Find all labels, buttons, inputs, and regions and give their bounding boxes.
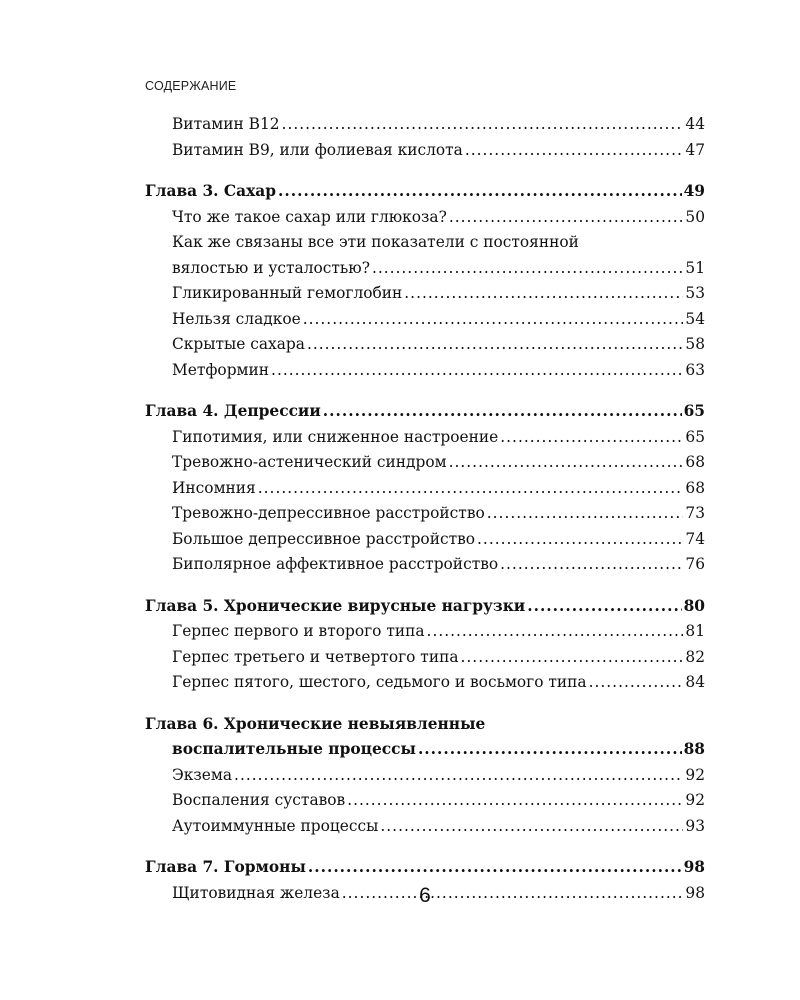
entry-title: Щитовидная железа	[172, 883, 340, 902]
entry-title: Герпес пятого, шестого, седьмого и восьмого типа	[172, 673, 587, 691]
dot-leader	[303, 307, 684, 333]
toc-chapter-entry[interactable]	[145, 594, 705, 620]
entry-page-number: 49	[683, 182, 705, 200]
entry-line	[145, 425, 705, 451]
entry-title: Тревожно-депрессивное расстройство	[172, 504, 485, 522]
entry-title: Скрытые сахара	[172, 335, 305, 353]
table-of-contents	[145, 112, 705, 906]
toc-entry[interactable]	[145, 619, 705, 645]
dot-leader	[461, 645, 684, 671]
entry-title: Биполярное аффективное расстройство	[172, 555, 499, 573]
running-header: СОДЕРЖАНИЕ	[145, 79, 237, 93]
chapter-line	[145, 855, 705, 881]
chapter-title: Глава 4. Депрессии	[145, 402, 321, 420]
dot-leader	[427, 619, 684, 645]
dot-leader	[449, 205, 684, 231]
entry-page-number: 63	[685, 360, 705, 379]
entry-page-number: 92	[685, 791, 705, 809]
dot-leader	[347, 788, 683, 814]
toc-entry[interactable]	[145, 112, 705, 138]
dot-leader	[527, 594, 681, 620]
dot-leader	[404, 281, 683, 307]
entry-page-number: 84	[685, 673, 705, 691]
entry-title: Гипотимия, или сниженное настроение	[172, 427, 499, 446]
dot-leader	[487, 501, 684, 527]
toc-entry[interactable]	[145, 358, 705, 384]
entry-title: Герпес первого и второго типа	[172, 622, 425, 640]
entry-line	[145, 112, 705, 138]
chapter-title: воспалительные процессы	[172, 740, 416, 758]
entry-page-number: 58	[685, 335, 705, 353]
entry-line	[145, 205, 705, 231]
chapter-title: Глава 3. Сахар	[145, 182, 277, 200]
entry-page-number: 80	[683, 596, 705, 615]
entry-title: Как же связаны все эти показатели с постоянной	[172, 233, 579, 251]
toc-entry[interactable]	[145, 788, 705, 814]
entry-title: Метформин	[172, 360, 270, 379]
toc-entry[interactable]	[145, 307, 705, 333]
entry-line	[145, 256, 705, 282]
dot-leader	[234, 763, 683, 789]
chapter-line	[145, 737, 705, 763]
toc-entry[interactable]	[145, 645, 705, 671]
entry-line	[145, 476, 705, 502]
chapter-line	[145, 712, 705, 738]
toc-entry[interactable]	[145, 476, 705, 502]
entry-title: Аутоиммунные процессы	[172, 816, 379, 835]
entry-title: Витамин В12	[172, 115, 280, 133]
dot-leader	[380, 814, 683, 840]
dot-leader	[308, 855, 682, 881]
dot-leader	[258, 476, 684, 502]
entry-page-number: 82	[685, 647, 705, 666]
entry-line	[145, 307, 705, 333]
entry-line	[145, 763, 705, 789]
entry-line	[145, 527, 705, 553]
toc-entry[interactable]	[145, 138, 705, 164]
entry-line	[145, 281, 705, 307]
dot-leader	[271, 358, 683, 384]
entry-line	[145, 230, 705, 256]
entry-line	[145, 501, 705, 527]
toc-chapter-entry[interactable]	[145, 712, 705, 763]
entry-title: вялостью и усталостью?	[172, 258, 370, 277]
entry-line	[145, 814, 705, 840]
page-number: 6	[419, 884, 431, 907]
entry-title: Инсомния	[172, 478, 256, 497]
entry-page-number: 74	[685, 529, 705, 548]
entry-title: Экзема	[172, 765, 233, 784]
toc-entry[interactable]	[145, 450, 705, 476]
entry-line	[145, 788, 705, 814]
entry-page-number: 47	[685, 140, 705, 159]
dot-leader	[282, 112, 684, 138]
toc-chapter-entry[interactable]	[145, 855, 705, 881]
entry-page-number: 73	[685, 504, 705, 522]
entry-title: Нельзя сладкое	[172, 309, 301, 328]
entry-title: Витамин В9, или фолиевая кислота	[172, 140, 463, 159]
entry-title: Что же такое сахар или глюкоза?	[172, 207, 447, 226]
chapter-line	[145, 179, 705, 205]
entry-page-number: 81	[685, 622, 705, 640]
entry-line	[145, 332, 705, 358]
entry-title: Герпес третьего и четвертого типа	[172, 647, 459, 666]
entry-line	[145, 670, 705, 696]
entry-page-number: 68	[685, 453, 705, 471]
toc-entry[interactable]	[145, 670, 705, 696]
toc-entry[interactable]	[145, 501, 705, 527]
entry-line	[145, 645, 705, 671]
dot-leader	[418, 737, 682, 763]
dot-leader	[307, 332, 683, 358]
toc-entry[interactable]	[145, 230, 705, 281]
toc-chapter-entry[interactable]	[145, 399, 705, 425]
entry-page-number: 68	[685, 478, 705, 497]
entry-title: Воспаления суставов	[172, 791, 346, 809]
chapter-line	[145, 594, 705, 620]
entry-page-number: 50	[685, 207, 705, 226]
toc-chapter-entry[interactable]	[145, 179, 705, 205]
entry-page-number: 76	[685, 555, 705, 573]
entry-line	[145, 138, 705, 164]
dot-leader	[477, 527, 683, 553]
dot-leader	[589, 670, 684, 696]
toc-entry[interactable]	[145, 814, 705, 840]
chapter-title: Глава 5. Хронические вирусные нагрузки	[145, 596, 526, 615]
entry-title: Большое депрессивное расстройство	[172, 529, 476, 548]
toc-entry[interactable]	[145, 332, 705, 358]
entry-page-number: 53	[685, 284, 705, 302]
entry-page-number: 98	[685, 883, 705, 902]
entry-line	[145, 450, 705, 476]
entry-line	[145, 552, 705, 578]
chapter-title: Глава 7. Гормоны	[145, 858, 306, 876]
entry-page-number: 65	[683, 402, 705, 420]
entry-page-number: 54	[685, 309, 705, 328]
toc-entry[interactable]	[145, 205, 705, 231]
toc-entry[interactable]	[145, 552, 705, 578]
dot-leader	[449, 450, 684, 476]
dot-leader	[500, 552, 683, 578]
dot-leader	[323, 399, 682, 425]
entry-page-number: 92	[685, 765, 705, 784]
toc-entry[interactable]	[145, 281, 705, 307]
dot-leader	[500, 425, 683, 451]
entry-page-number: 65	[685, 427, 705, 446]
toc-entry[interactable]	[145, 425, 705, 451]
entry-line	[145, 619, 705, 645]
entry-page-number: 51	[685, 258, 705, 277]
toc-entry[interactable]	[145, 527, 705, 553]
entry-title: Гликированный гемоглобин	[172, 284, 403, 302]
dot-leader	[278, 179, 682, 205]
chapter-title: Глава 6. Хронические невыявленные	[145, 714, 486, 733]
entry-page-number: 93	[685, 816, 705, 835]
toc-entry[interactable]	[145, 763, 705, 789]
entry-title: Тревожно-астенический синдром	[172, 453, 447, 471]
dot-leader	[465, 138, 684, 164]
entry-line	[145, 358, 705, 384]
dot-leader	[372, 256, 683, 282]
entry-page-number: 44	[685, 115, 705, 133]
entry-page-number: 98	[683, 858, 705, 876]
chapter-line	[145, 399, 705, 425]
entry-page-number: 88	[683, 740, 705, 758]
